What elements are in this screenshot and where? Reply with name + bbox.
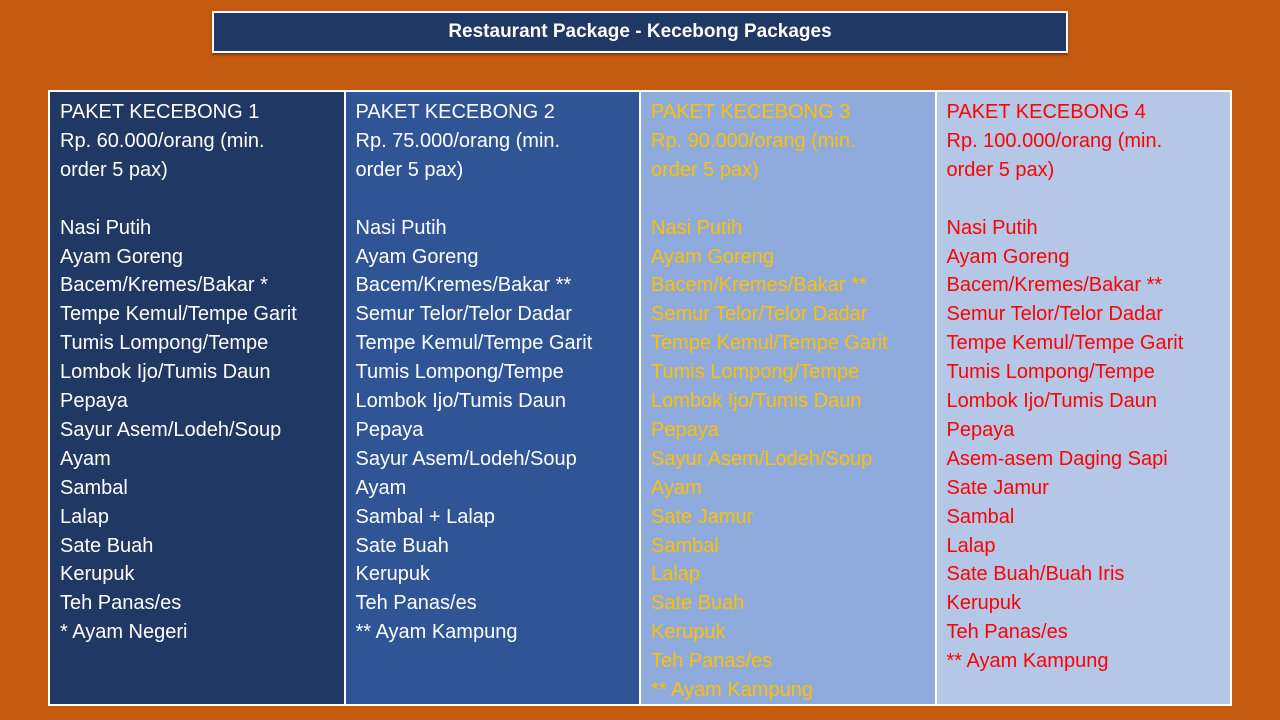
menu-item: Sate Jamur: [946, 476, 1049, 499]
menu-item: Lombok Ijo/Tumis Daun: [355, 390, 566, 413]
menu-item: Pepaya: [946, 418, 1015, 441]
page-title: Restaurant Package - Kecebong Packages: [212, 11, 1068, 53]
menu-item: Tempe Kemul/Tempe Garit: [946, 332, 1184, 355]
spacer: [651, 185, 925, 214]
menu-item: Tumis Lompong/Tempe: [60, 332, 269, 355]
menu-item: Tempe Kemul/Tempe Garit: [651, 332, 888, 355]
menu-item: Tumis Lompong/Tempe: [355, 361, 564, 384]
menu-item: Ayam Goreng: [946, 245, 1070, 268]
package-price: Rp. 60.000/orang (min.: [60, 129, 265, 152]
package-price: order 5 pax): [651, 158, 759, 181]
package-column-3: [641, 92, 937, 704]
menu-item: Semur Telor/Telor Dadar: [355, 303, 572, 326]
package-column-4: [937, 92, 1231, 704]
package-price: order 5 pax): [355, 158, 464, 181]
menu-item: Sambal + Lalap: [355, 505, 496, 528]
menu-item: Pepaya: [60, 390, 128, 413]
menu-item: Sate Buah/Buah Iris: [946, 563, 1125, 586]
package-name: PAKET KECEBONG 2: [355, 101, 555, 123]
menu-item: Tempe Kemul/Tempe Garit: [60, 303, 297, 326]
package-price: order 5 pax): [946, 158, 1055, 181]
menu-item: Pepaya: [355, 418, 424, 441]
menu-item: Bacem/Kremes/Bakar *: [60, 274, 268, 297]
package-column-2: [346, 92, 642, 704]
menu-item: Lombok Ijo/Tumis Daun: [946, 390, 1157, 413]
menu-item: Nasi Putih: [651, 216, 743, 239]
menu-item: Ayam: [355, 476, 407, 499]
menu-item: Nasi Putih: [355, 216, 447, 239]
menu-item: Sate Buah: [60, 534, 154, 557]
menu-item: Lombok Ijo/Tumis Daun: [60, 361, 271, 384]
menu-item: Sambal: [60, 476, 128, 499]
package-name: PAKET KECEBONG 1: [60, 101, 260, 123]
menu-item: Bacem/Kremes/Bakar **: [651, 274, 867, 297]
menu-item: ** Ayam Kampung: [651, 679, 813, 702]
menu-item: Tempe Kemul/Tempe Garit: [355, 332, 593, 355]
menu-item: ** Ayam Kampung: [355, 621, 518, 644]
menu-item: Kerupuk: [355, 563, 430, 586]
package-table: [48, 90, 1232, 706]
menu-item: Sate Buah: [651, 592, 745, 615]
menu-item: Tumis Lompong/Tempe: [946, 361, 1155, 384]
menu-item: Sate Jamur: [651, 505, 754, 528]
package-price: Rp. 100.000/orang (min.: [946, 129, 1163, 152]
menu-item: Bacem/Kremes/Bakar **: [946, 274, 1163, 297]
menu-item: Sate Buah: [355, 534, 449, 557]
menu-item: * Ayam Negeri: [60, 621, 188, 644]
menu-item: Nasi Putih: [946, 216, 1038, 239]
package-price: Rp. 75.000/orang (min.: [355, 129, 561, 152]
menu-item: Sambal: [651, 534, 719, 557]
menu-item: Lalap: [60, 505, 109, 528]
menu-item: Ayam Goreng: [60, 245, 184, 268]
spacer: [356, 185, 630, 214]
spacer: [947, 185, 1221, 214]
menu-item: Sayur Asem/Lodeh/Soup: [651, 447, 873, 470]
package-column-1: [50, 92, 346, 704]
menu-item: Ayam: [60, 447, 111, 470]
menu-item: Kerupuk: [651, 621, 726, 644]
menu-item: Kerupuk: [946, 592, 1021, 615]
menu-item: Sayur Asem/Lodeh/Soup: [355, 447, 577, 470]
menu-item: ** Ayam Kampung: [946, 650, 1109, 673]
package-name: PAKET KECEBONG 4: [946, 101, 1146, 123]
menu-item: Sambal: [946, 505, 1015, 528]
menu-item: Ayam Goreng: [355, 245, 479, 268]
menu-item: Kerupuk: [60, 563, 135, 586]
menu-item: Ayam Goreng: [651, 245, 775, 268]
menu-item: Lombok Ijo/Tumis Daun: [651, 390, 862, 413]
menu-item: Lalap: [946, 534, 996, 557]
menu-item: Bacem/Kremes/Bakar **: [355, 274, 572, 297]
menu-item: Pepaya: [651, 418, 719, 441]
package-name: PAKET KECEBONG 3: [651, 101, 851, 123]
spacer: [60, 185, 334, 214]
menu-item: Nasi Putih: [60, 216, 152, 239]
menu-item: Ayam: [651, 476, 702, 499]
menu-item: Teh Panas/es: [355, 592, 477, 615]
menu-item: Asem-asem Daging Sapi: [946, 447, 1168, 470]
menu-item: Teh Panas/es: [60, 592, 182, 615]
package-price: Rp. 90.000/orang (min.: [651, 129, 856, 152]
menu-item: Semur Telor/Telor Dadar: [946, 303, 1163, 326]
menu-item: Sayur Asem/Lodeh/Soup: [60, 418, 282, 441]
menu-item: Semur Telor/Telor Dadar: [651, 303, 868, 326]
menu-item: Teh Panas/es: [651, 650, 773, 673]
menu-item: Lalap: [651, 563, 700, 586]
menu-item: Tumis Lompong/Tempe: [651, 361, 860, 384]
menu-item: Teh Panas/es: [946, 621, 1068, 644]
package-price: order 5 pax): [60, 158, 168, 181]
